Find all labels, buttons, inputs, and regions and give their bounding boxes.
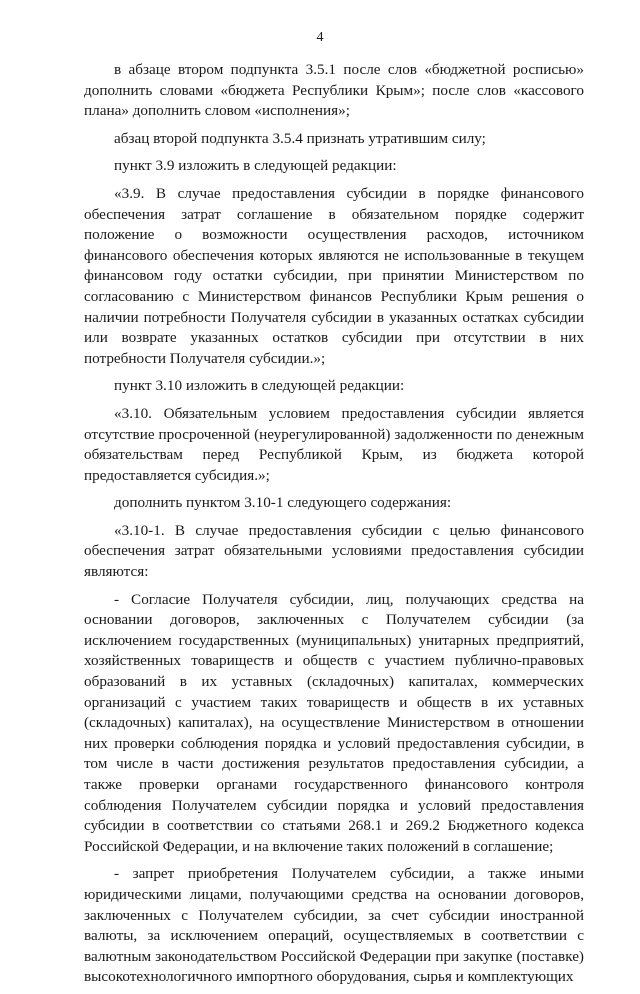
page-number: 4 [316,30,324,45]
paragraph-amend-3-5-1: в абзаце втором подпункта 3.5.1 после слов «бюджетной росписью» дополнить словами «бюджета Республики Крым»; после слов «кассового плана» дополнить словом «исполнения»; [84,61,584,120]
paragraph-text-3-9: «3.9. В случае предоставления субсидии в порядке финансового обеспечения затрат соглашение в обязательном порядке содержит положение о возможности осуществления расходов, источником финансового обеспечения которых являются не использованные в текущем финансовом году остатки субсидии, при принятии Министерством по согласованию с Министерством финансов Республики Крым решения о наличии потребности Получателя субсидии в указанных остатках субсидии или возврате указанных остатков субсидии при отсутствии в них потребности Получателя субсидии.»; [84,184,584,367]
paragraph-condition-consent: - Согласие Получателя субсидии, лиц, получающих средства на основании договоров, заключенных с Получателем субсидии (за исключением государственных (муниципальных) унитарных предприятий, хозяйственных товариществ и обществ с участием публично-правовых образований в их уставных (складочных) капиталах, коммерческих организаций с участием таких товариществ и обществ в их уставных (складочных) капиталах), на осуществление Министерством в отношении них проверки соблюдения порядка и условий предоставления субсидии, в том числе в части достижения результатов предоставления субсидии, а также проверки органами государственного финансового контроля соблюдения Получателем субсидии порядка и условий предоставления субсидии в соответствии со статьями 268.1 и 269.2 Бюджетного кодекса Российской Федерации, и на включение таких положений в соглашение; [84,590,584,855]
paragraph-intro-3-9: пункт 3.9 изложить в следующей редакции: [114,157,397,175]
paragraph-intro-3-10: пункт 3.10 изложить в следующей редакции: [114,377,405,395]
paragraph-condition-currency-ban: - запрет приобретения Получателем субсидии, а также иными юридическими лицами, получающими средства на основании договоров, заключенных с Получателем субсидии, за счет субсидии иностранной валюты, за исключением операций, осуществляемых в соответствии с валютным законодательством Российской Федерации при закупке (поставке) высокотехнологичного импортного оборудования, сырья и комплектующих [84,865,584,986]
paragraph-intro-3-10-1: дополнить пунктом 3.10-1 следующего содержания: [114,494,452,512]
paragraph-text-3-10: «3.10. Обязательным условием предоставления субсидии является отсутствие просроченной (неурегулированной) задолженности по денежным обязательствам перед Республикой Крым, из бюджета которой предоставляется субсидия.»; [84,404,584,484]
paragraph-text-3-10-1: «3.10-1. В случае предоставления субсидии с целью финансового обеспечения затрат обязательными условиями предоставления субсидии являются: [84,521,584,581]
paragraph-repeal-3-5-4: абзац второй подпункта 3.5.4 признать утратившим силу; [114,129,486,147]
document-body [84,60,584,994]
